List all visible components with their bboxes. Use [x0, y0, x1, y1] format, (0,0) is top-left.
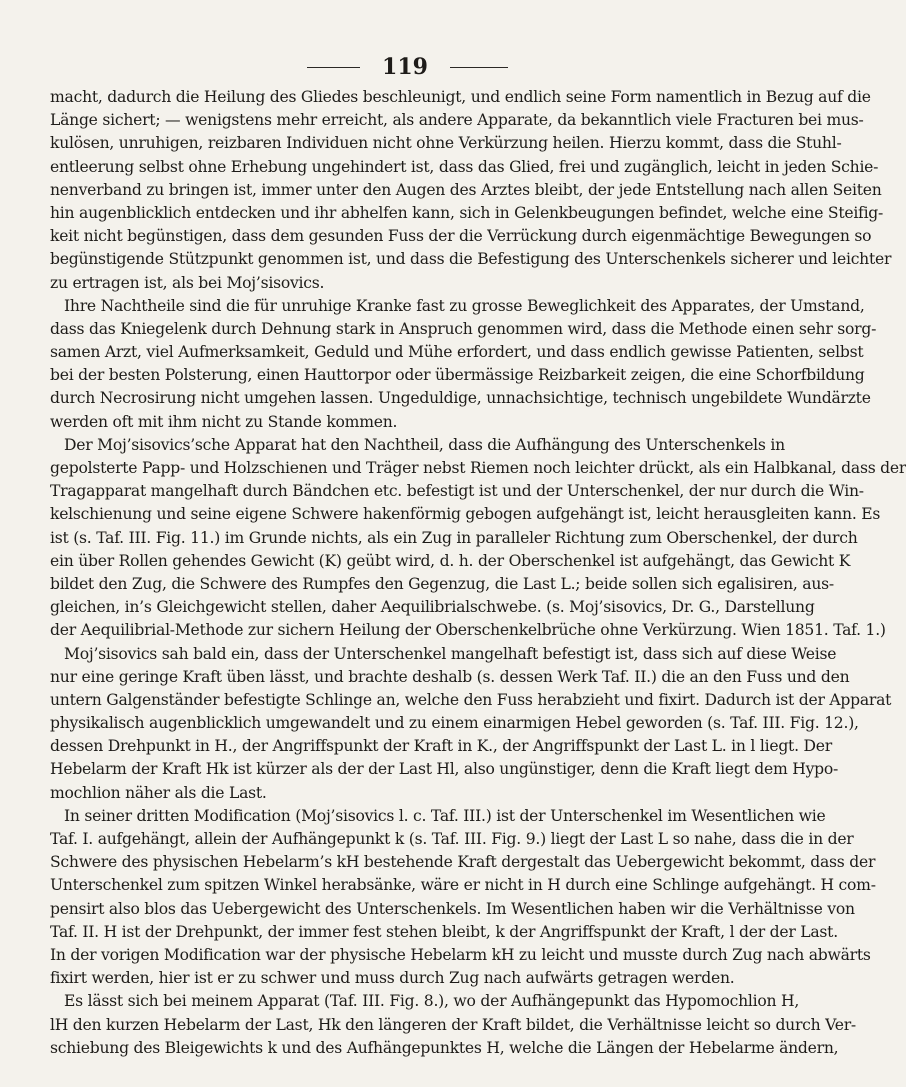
- text-line: fixirt werden, hier ist er zu schwer und muss durch Zug nach aufwärts getragen werden.: [50, 969, 735, 988]
- header-rule-right: [450, 67, 508, 68]
- text-line: entleerung selbst ohne Erhebung ungehindert ist, dass das Glied, frei und zugänglich, leicht in jeden Schie-: [50, 157, 879, 176]
- text-line: Unterschenkel zum spitzen Winkel herabsänke, wäre er nicht in H durch eine Schlinge aufgehängt. H com-: [50, 876, 876, 895]
- text-line: Taf. II. H ist der Drehpunkt, der immer fest stehen bleibt, k der Angriffspunkt der Kraft, l der der Last.: [50, 922, 838, 941]
- text-line: gleichen, in’s Gleichgewicht stellen, daher Aequilibrialschwebe. (s. Moj’sisovics, Dr. G., Darstellung: [50, 598, 815, 617]
- text-line: dass das Kniegelenk durch Dehnung stark in Anspruch genommen wird, dass die Methode einen sehr sorg-: [50, 319, 877, 338]
- text-line: samen Arzt, viel Aufmerksamkeit, Geduld und Mühe erfordert, und dass endlich gewisse Patienten, selbst: [50, 343, 864, 362]
- text-line: macht, dadurch die Heilung des Gliedes beschleunigt, und endlich seine Form namentlich in Bezug auf die: [50, 88, 871, 106]
- text-line: In der vorigen Modification war der physische Hebelarm kH zu leicht und musste durch Zug nach abwärts: [50, 945, 871, 964]
- text-line: Es lässt sich bei meinem Apparat (Taf. III. Fig. 8.), wo der Aufhängepunkt das Hypomochlion H,: [64, 992, 800, 1011]
- text-line: Moj’sisovics sah bald ein, dass der Unterschenkel mangelhaft befestigt ist, dass sich auf diese Weise: [64, 644, 837, 663]
- text-line: physikalisch augenblicklich umgewandelt und zu einem einarmigen Hebel geworden (s. Taf. III. Fig. 12.),: [50, 714, 859, 733]
- text-line: dessen Drehpunkt in H., der Angriffspunkt der Kraft in K., der Angriffspunkt der Last L. in l liegt. Der: [50, 737, 832, 756]
- text-line: lH den kurzen Hebelarm der Last, Hk den längeren der Kraft bildet, die Verhältnisse leicht so durch Ver-: [50, 1015, 856, 1034]
- text-line: Tragapparat mangelhaft durch Bändchen etc. befestigt ist und der Unterschenkel, der nur durch die Win-: [50, 482, 864, 501]
- header-rule-left: [307, 67, 360, 68]
- page-header: [0, 52, 800, 82]
- text-line: werden oft mit ihm nicht zu Stande kommen.: [50, 412, 398, 431]
- body-text: [50, 86, 906, 1060]
- text-line: gepolsterte Papp- und Holzschienen und Träger nebst Riemen noch leichter drückt, als ein Halbkanal, dass der: [50, 459, 906, 477]
- text-line: zu ertragen ist, als bei Moj’sisovics.: [50, 273, 325, 292]
- text-line: schiebung des Bleigewichts k und des Aufhängepunktes H, welche die Längen der Hebelarme ändern,: [50, 1038, 839, 1057]
- text-line: pensirt also blos das Uebergewicht des Unterschenkels. Im Wesentlichen haben wir die Verhältnisse von: [50, 899, 855, 918]
- text-line: begünstigende Stützpunkt genommen ist, und dass die Befestigung des Unterschenkels sicherer und leichter: [50, 250, 892, 269]
- text-line: kelschienung und seine eigene Schwere hakenförmig gebogen aufgehängt ist, leicht herausgleiten kann. Es: [50, 505, 881, 524]
- text-line: keit nicht begünstigen, dass dem gesunden Fuss der die Verrückung durch eigenmächtige Bewegungen so: [50, 227, 872, 246]
- page-number: 119: [382, 54, 428, 80]
- text-line: mochlion näher als die Last.: [50, 783, 267, 802]
- text-line: Hebelarm der Kraft Hk ist kürzer als der der Last Hl, also ungünstiger, denn die Kraft liegt dem Hypo-: [50, 760, 839, 779]
- text-line: bildet den Zug, die Schwere des Rumpfes den Gegenzug, die Last L.; beide sollen sich egalisiren, aus-: [50, 574, 834, 593]
- text-line: untern Galgenständer befestigte Schlinge an, welche den Fuss herabzieht und fixirt. Dadurch ist der Apparat: [50, 690, 892, 709]
- text-line: bei der besten Polsterung, einen Hauttorpor oder übermässige Reizbarkeit zeigen, die eine Schorfbildung: [50, 366, 865, 385]
- text-line: Taf. I. aufgehängt, allein der Aufhängepunkt k (s. Taf. III. Fig. 9.) liegt der Last L so nahe, dass die in der: [50, 830, 854, 848]
- text-line: ist (s. Taf. III. Fig. 11.) im Grunde nichts, als ein Zug in paralleler Richtung zum Oberschenkel, der durch: [50, 528, 858, 547]
- text-line: durch Necrosirung nicht umgehen lassen. Ungeduldige, unnachsichtige, technisch ungebildete Wundärzte: [50, 389, 871, 408]
- text-line: der Aequilibrial-Methode zur sichern Heilung der Oberschenkelbrüche ohne Verkürzung. Wien 1851. Taf. 1.): [50, 621, 886, 640]
- text-line: Schwere des physischen Hebelarm’s kH bestehende Kraft dergestalt das Uebergewicht bekommt, dass der: [50, 853, 876, 872]
- text-line: Ihre Nachtheile sind die für unruhige Kranke fast zu grosse Beweglichkeit des Apparates, der Umstand,: [64, 296, 865, 315]
- text-line: In seiner dritten Modification (Moj’sisovics l. c. Taf. III.) ist der Unterschenkel im Wesentlichen wie: [64, 806, 826, 825]
- text-line: kulösen, unruhigen, reizbaren Individuen nicht ohne Verkürzung heilen. Hierzu kommt, dass die Stuhl-: [50, 134, 842, 153]
- text-line: nur eine geringe Kraft üben lässt, und brachte deshalb (s. dessen Werk Taf. II.) die an den Fuss und den: [50, 667, 850, 686]
- text-line: hin augenblicklich entdecken und ihr abhelfen kann, sich in Gelenkbeugungen befindet, welche eine Steifig-: [50, 203, 884, 222]
- text-line: Der Moj’sisovics’sche Apparat hat den Nachtheil, dass die Aufhängung des Unterschenkels in: [64, 435, 785, 454]
- text-line: nenverband zu bringen ist, immer unter den Augen des Arztes bleibt, der jede Entstellung nach allen Seiten: [50, 180, 882, 199]
- text-line: ein über Rollen gehendes Gewicht (K) geübt wird, d. h. der Oberschenkel ist aufgehängt, das Gewicht K: [50, 551, 851, 570]
- text-line: Länge sichert; — wenigstens mehr erreicht, als andere Apparate, da bekanntlich viele Fracturen bei mus-: [50, 111, 864, 130]
